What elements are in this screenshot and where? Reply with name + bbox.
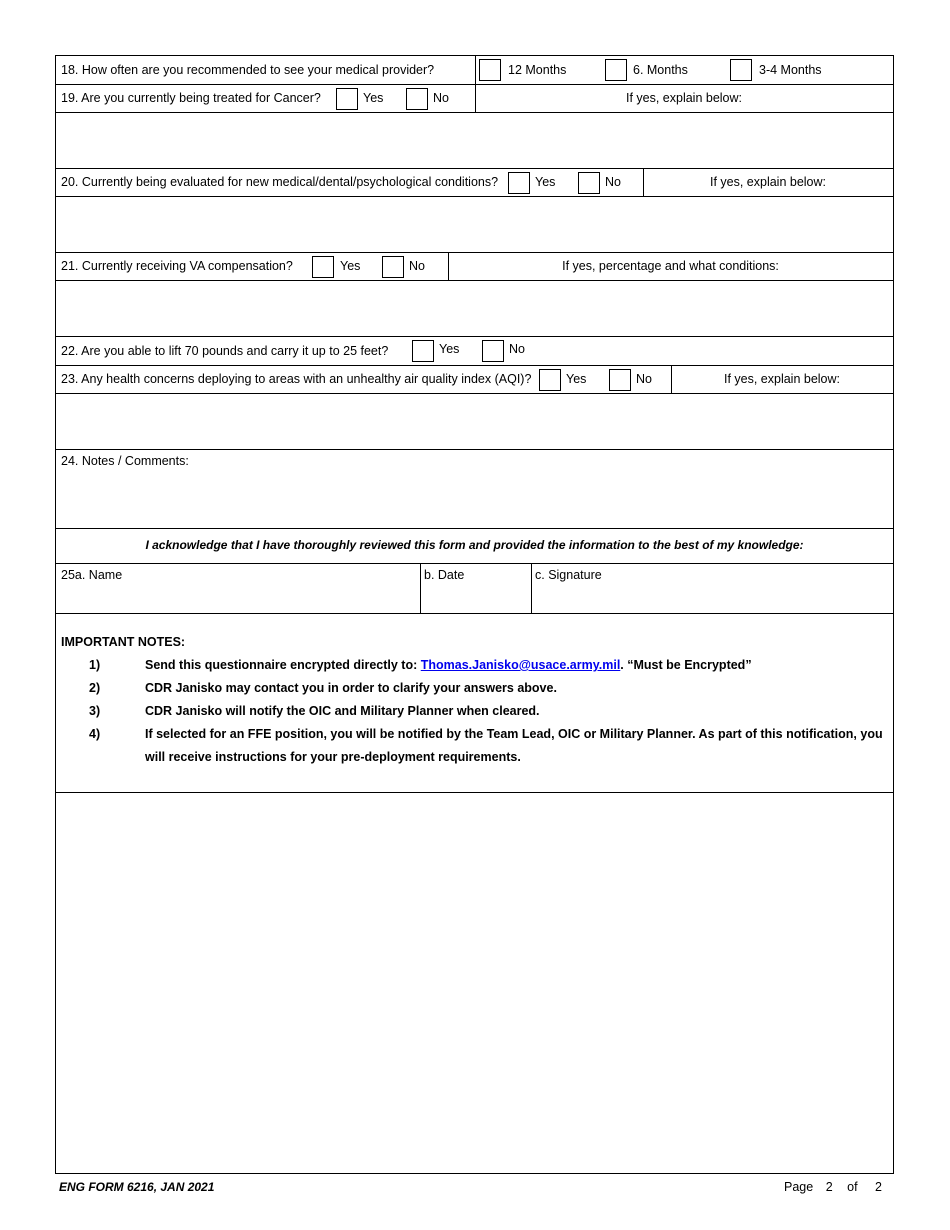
form-number: ENG FORM 6216, JAN 2021 [59,1180,215,1194]
q23-label: 23. Any health concerns deploying to areas with an unhealthy air quality index (AQI)? [61,372,532,386]
note-3-number: 3) [89,704,101,718]
note-4-number: 4) [89,727,101,741]
q23-explain-field[interactable] [56,394,893,450]
q23-no-checkbox[interactable] [609,369,631,391]
note-1-prefix: Send this questionnaire encrypted directly to: [145,658,421,672]
important-notes-section [56,614,893,793]
q19-explain-field[interactable] [56,113,893,169]
q18-6-months-label: 6. Months [633,63,688,77]
q24-label: 24. Notes / Comments: [61,454,189,468]
q18-3-4-months-checkbox[interactable] [730,59,752,81]
q20-explain-field[interactable] [56,197,893,253]
q22-yes-checkbox[interactable] [412,340,434,362]
email-link[interactable]: Thomas.Janisko@usace.army.mil [420,658,621,672]
q25-name-label: 25a. Name [61,568,123,582]
acknowledgement-text: I acknowledge that I have thoroughly reviewed this form and provided the information to the best of my knowledge: [145,538,804,552]
page-total: 2 [875,1180,882,1194]
of-label: of [847,1180,858,1194]
q22-no-checkbox[interactable] [482,340,504,362]
note-2-text: CDR Janisko may contact you in order to clarify your answers above. [145,681,557,695]
row-q25 [56,564,893,614]
q22-label: 22. Are you able to lift 70 pounds and carry it up to 25 feet? [61,344,389,358]
q22-no-label: No [509,342,525,356]
q20-label: 20. Currently being evaluated for new medical/dental/psychological conditions? [61,175,499,189]
q23-yes-label: Yes [566,372,587,386]
blank-area [56,793,893,1173]
q20-explain-label: If yes, explain below: [709,175,827,189]
row-q21 [56,253,893,281]
note-1-text [145,654,885,677]
q25-signature-label: c. Signature [535,568,602,582]
q18-12-months-label: 12 Months [508,63,567,77]
q18-6-months-checkbox[interactable] [605,59,627,81]
q18-label: 18. How often are you recommended to see your medical provider? [61,63,435,77]
note-1-suffix: . “Must be Encrypted” [620,658,752,672]
row-q22 [56,337,893,366]
q21-no-checkbox[interactable] [382,256,404,278]
q19-no-checkbox[interactable] [406,88,428,110]
q20-yes-label: Yes [535,175,556,189]
page-indicator [784,1180,882,1194]
note-3-text: CDR Janisko will notify the OIC and Military Planner when cleared. [145,704,540,718]
note-4-text: If selected for an FFE position, you will be notified by the Team Lead, OIC or Military Planner. As part of this notification, you will receive instructions for your pre-deployment requirements. [145,727,883,764]
q18-12-months-checkbox[interactable] [479,59,501,81]
q21-no-label: No [409,259,425,273]
acknowledgement-row [56,529,893,564]
q20-yes-checkbox[interactable] [508,172,530,194]
q19-label: 19. Are you currently being treated for Cancer? [61,91,321,105]
note-1-number: 1) [89,658,101,672]
row-q23 [56,366,893,394]
row-q19 [56,85,893,113]
note-2-number: 2) [89,681,101,695]
q19-no-label: No [433,91,449,105]
q23-yes-checkbox[interactable] [539,369,561,391]
q21-yes-checkbox[interactable] [312,256,334,278]
q18-3-4-months-label: 3-4 Months [759,63,822,77]
row-q18 [56,56,893,85]
q23-explain-label: If yes, explain below: [723,372,841,386]
q20-no-checkbox[interactable] [578,172,600,194]
q21-yes-label: Yes [340,259,361,273]
q23-no-label: No [636,372,652,386]
form-frame [55,55,894,1174]
q25-date-label: b. Date [424,568,465,582]
q19-explain-label: If yes, explain below: [625,91,743,105]
q25-date-field[interactable] [421,564,531,613]
q21-explain-field[interactable] [56,281,893,337]
q25-signature-field[interactable] [532,564,892,613]
q21-explain-label: If yes, percentage and what conditions: [562,259,779,273]
important-notes-title: IMPORTANT NOTES: [61,635,186,649]
q24-notes-field[interactable] [56,450,893,529]
q21-label: 21. Currently receiving VA compensation? [61,259,293,273]
page-label: Page [784,1180,814,1194]
row-q20 [56,169,893,197]
q20-no-label: No [605,175,621,189]
q25-name-field[interactable] [56,564,420,613]
q19-yes-checkbox[interactable] [336,88,358,110]
page-number: 2 [825,1180,833,1194]
q19-yes-label: Yes [363,91,384,105]
q22-yes-label: Yes [439,342,460,356]
